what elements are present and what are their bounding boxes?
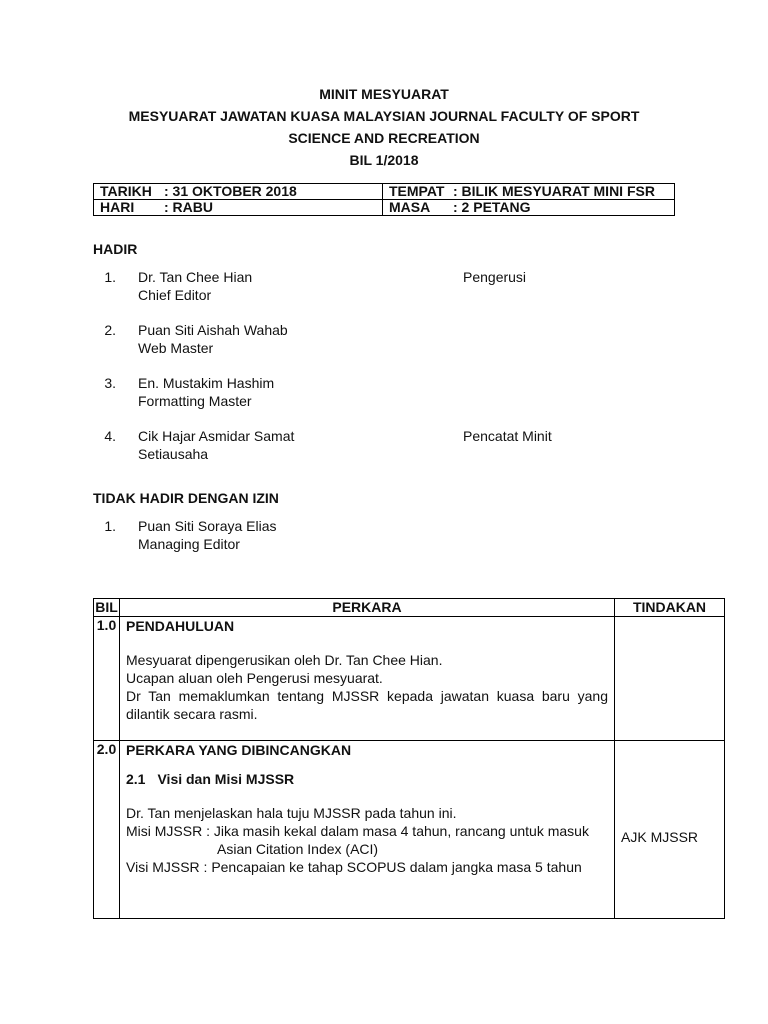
row-tindakan — [615, 741, 725, 919]
minutes-table — [93, 598, 725, 919]
day-cell — [94, 200, 383, 216]
absentee-role: Managing Editor — [138, 536, 240, 552]
minutes-header-row — [94, 599, 725, 617]
day-label: HARI — [100, 199, 135, 215]
item-paragraph: Visi MJSSR : Pencapaian ke tahap SCOPUS dalam jangka masa 5 tahun — [126, 859, 582, 875]
time-value: : 2 PETANG — [453, 199, 531, 215]
document-title: MINIT MESYUARAT — [319, 86, 449, 102]
row-tindakan — [615, 617, 725, 741]
table-row — [94, 741, 725, 919]
attendee-number: 3. — [104, 375, 116, 391]
subitem-title: Visi dan Misi MJSSR — [157, 771, 295, 787]
attendee-name: Puan Siti Aishah Wahab — [138, 322, 288, 338]
row-perkara — [120, 741, 615, 919]
row-bil: 1.0 — [94, 617, 120, 741]
attendee-role: Formatting Master — [138, 393, 252, 409]
attendee-role: Web Master — [138, 340, 214, 356]
attendee-item — [93, 321, 693, 357]
venue-value: : BILIK MESYUARAT MINI FSR — [453, 183, 655, 199]
attendee-position: Pengerusi — [463, 269, 527, 285]
table-row — [94, 617, 725, 741]
attendee-item — [93, 374, 693, 410]
attendee-name: Dr. Tan Chee Hian — [138, 269, 253, 285]
item-paragraph-continuation: Asian Citation Index (ACI) — [217, 841, 379, 857]
attendee-item — [93, 427, 693, 463]
header-tindakan: TINDAKAN — [615, 599, 725, 617]
absentee-number: 1. — [104, 518, 116, 534]
time-cell — [383, 200, 675, 216]
item-title: PERKARA YANG DIBINCANGKAN — [126, 742, 352, 758]
attendee-role: Chief Editor — [138, 287, 212, 303]
attendee-name: En. Mustakim Hashim — [138, 375, 275, 391]
row-bil: 2.0 — [94, 741, 120, 919]
day-value: : RABU — [164, 199, 213, 215]
date-label: TARIKH — [100, 183, 152, 199]
venue-cell — [383, 184, 675, 200]
absentee-item — [93, 517, 693, 553]
attendee-name: Cik Hajar Asmidar Samat — [138, 428, 295, 444]
attendee-role: Setiausaha — [138, 446, 209, 462]
attendee-number: 1. — [104, 269, 116, 285]
action-owner: AJK MJSSR — [621, 829, 699, 845]
item-paragraph: Misi MJSSR : Jika masih kekal dalam masa 4 tahun, rancang untuk masuk — [126, 823, 589, 839]
item-paragraph: Dr. Tan menjelaskan hala tuju MJSSR pada tahun ini. — [126, 805, 457, 821]
item-paragraph: Mesyuarat dipengerusikan oleh Dr. Tan Chee Hian. — [126, 652, 443, 668]
attendee-item — [93, 268, 693, 304]
attendee-number: 4. — [104, 428, 116, 444]
item-title: PENDAHULUAN — [126, 618, 235, 634]
date-value: : 31 OKTOBER 2018 — [164, 183, 297, 199]
header-bil: BIL — [95, 599, 118, 615]
attendee-number: 2. — [104, 322, 116, 338]
row-perkara — [120, 617, 615, 741]
date-cell — [94, 184, 383, 200]
meeting-number: BIL 1/2018 — [349, 152, 419, 168]
attendee-position: Pencatat Minit — [463, 428, 552, 444]
venue-label: TEMPAT — [389, 183, 445, 199]
header-perkara: PERKARA — [120, 599, 615, 617]
meeting-info-table — [93, 183, 675, 216]
item-paragraph: Dr Tan memaklumkan tentang MJSSR kepada jawatan kuasa baru yang dilantik secara rasmi. — [126, 688, 608, 722]
absentee-name: Puan Siti Soraya Elias — [138, 518, 277, 534]
subitem-heading — [126, 770, 608, 788]
present-heading: HADIR — [93, 241, 138, 257]
absent-heading: TIDAK HADIR DENGAN IZIN — [93, 490, 279, 506]
time-label: MASA — [389, 199, 431, 215]
meeting-name-line-1: MESYUARAT JAWATAN KUASA MALAYSIAN JOURNAL FACULTY OF SPORT — [128, 108, 640, 124]
meeting-name-line-2: SCIENCE AND RECREATION — [288, 130, 480, 146]
document-title-block — [0, 83, 768, 171]
subitem-number: 2.1 — [126, 771, 146, 787]
item-paragraph: Ucapan aluan oleh Pengerusi mesyuarat. — [126, 670, 383, 686]
